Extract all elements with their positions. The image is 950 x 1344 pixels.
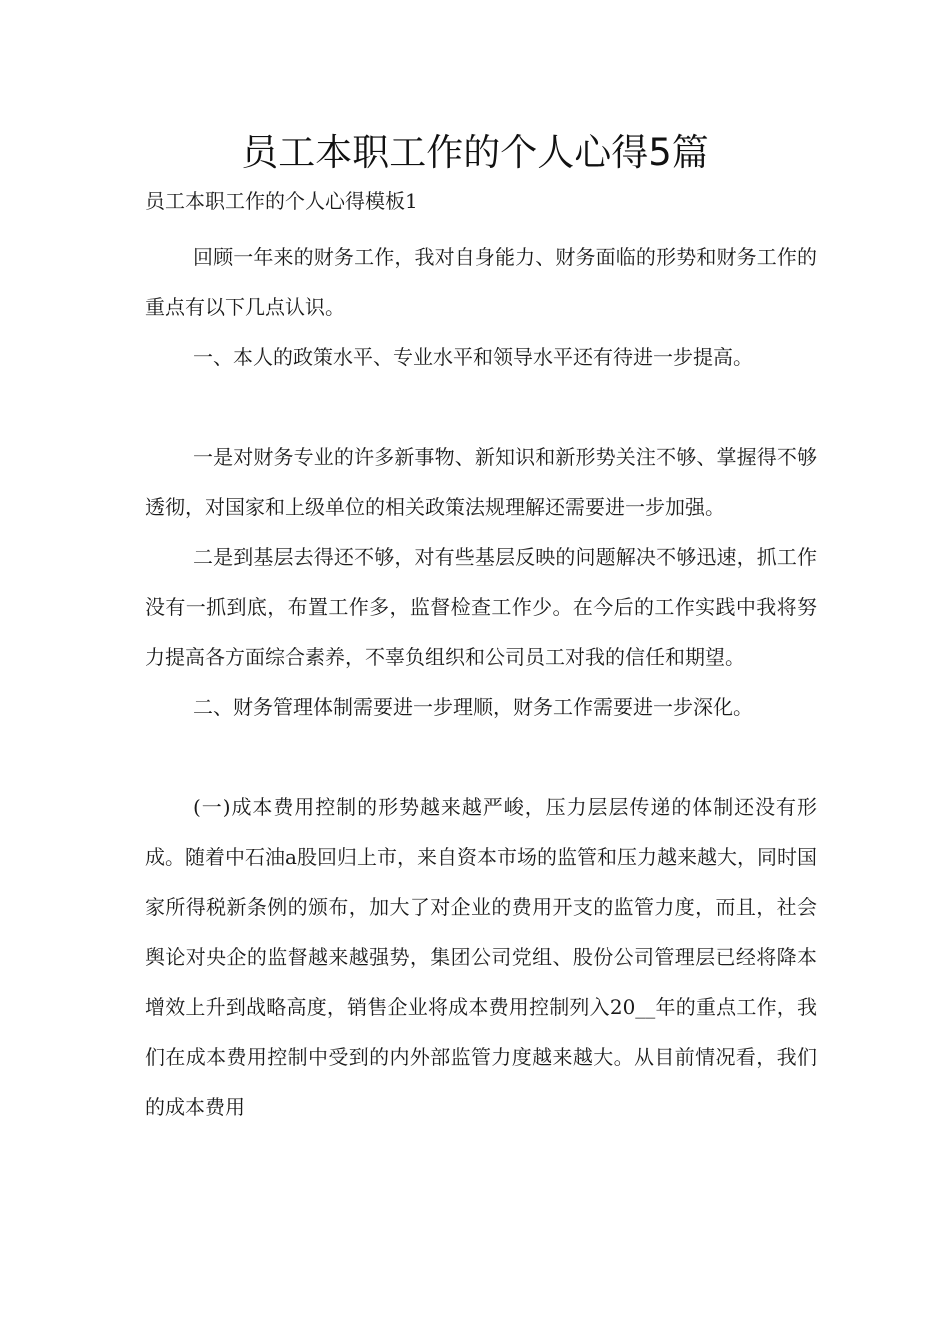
section-heading-2: 二、财务管理体制需要进一步理顺，财务工作需要进一步深化。	[193, 695, 753, 719]
document-body	[145, 232, 817, 1132]
paragraph-cost-control: (一)成本费用控制的形势越来越严峻，压力层层传递的体制还没有形成。随着中石油a股回归上市，来自资本市场的监管和压力越来越大，同时国家所得税新条例的颁布，加大了对企业的费用开支的监管力度，而且，社会舆论对央企的监督越来越强势，集团公司党组、股份公司管理层已经将降本增效上升到战略高度，销售企业将成本费用控制列入20__年的重点工作，我们在成本费用控制中受到的内外部监管力度越来越大。从目前情况看，我们的成本费用	[145, 795, 817, 1119]
paragraph-point-2: 二是到基层去得还不够，对有些基层反映的问题解决不够迅速，抓工作没有一抓到底，布置工作多，监督检查工作少。在今后的工作实践中我将努力提高各方面综合素养，不辜负组织和公司员工对我的信任和期望。	[145, 545, 817, 669]
document-subtitle: 员工本职工作的个人心得模板1	[145, 189, 418, 213]
document-title: 员工本职工作的个人心得5篇	[241, 131, 709, 174]
section-heading-1: 一、本人的政策水平、专业水平和领导水平还有待进一步提高。	[193, 345, 753, 369]
paragraph-intro: 回顾一年来的财务工作，我对自身能力、财务面临的形势和财务工作的重点有以下几点认识。	[145, 245, 817, 319]
paragraph-point-1: 一是对财务专业的许多新事物、新知识和新形势关注不够、掌握得不够透彻，对国家和上级单位的相关政策法规理解还需要进一步加强。	[145, 445, 817, 519]
